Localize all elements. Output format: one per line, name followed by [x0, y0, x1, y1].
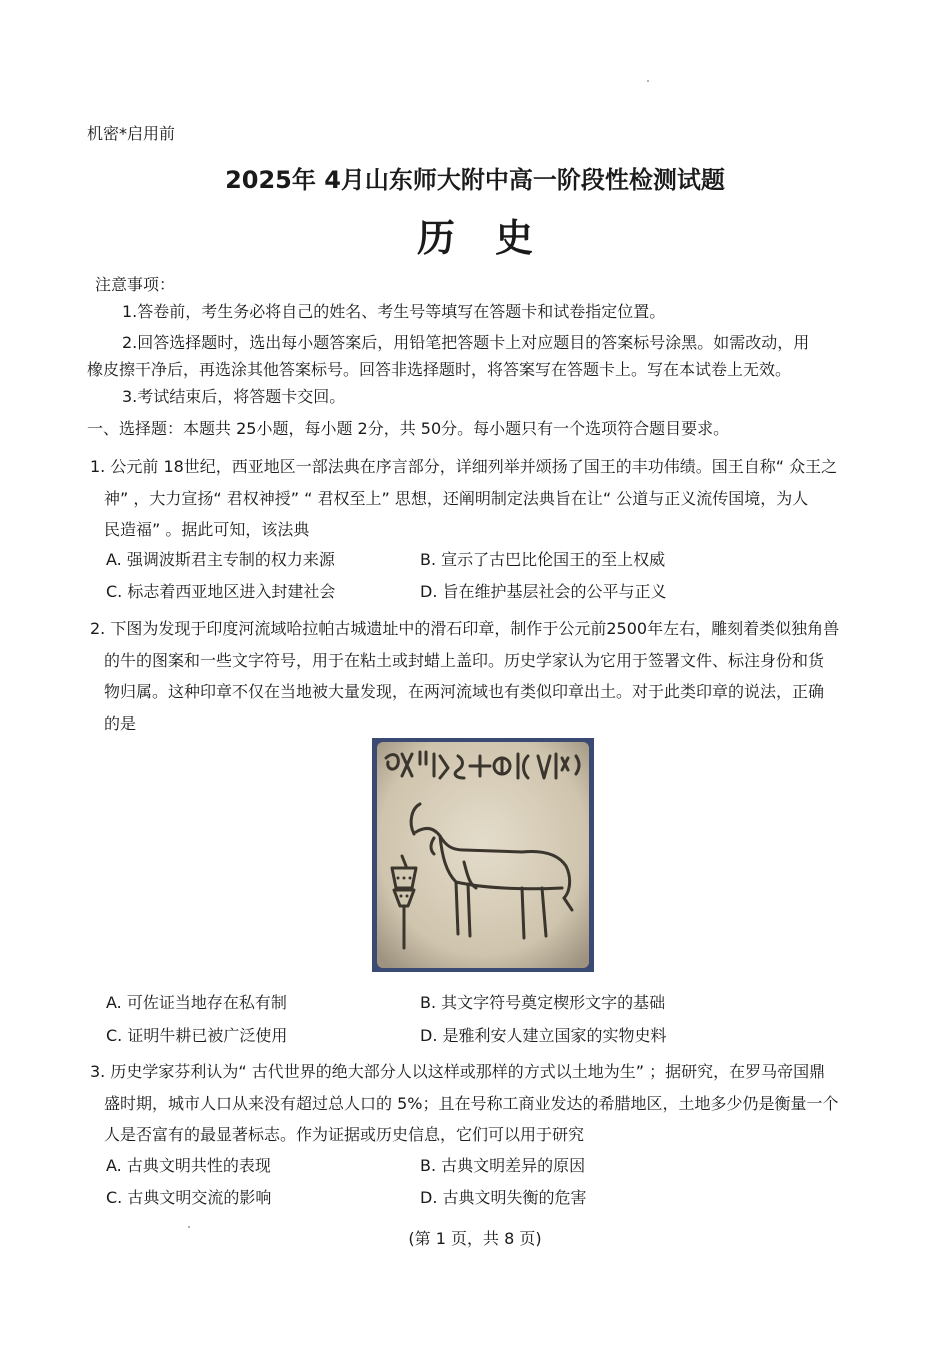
question-2-option-b: B. 其文字符号奠定楔形文字的基础	[420, 993, 666, 1012]
note-item-3: 3.考试结束后，将答题卡交回。	[122, 387, 346, 406]
question-2-line-4: 的是	[104, 714, 137, 733]
question-2-option-c: C. 证明牛耕已被广泛使用	[106, 1026, 288, 1045]
question-2-option-a: A. 可佐证当地存在私有制	[106, 993, 287, 1012]
note-item-2-line-1: 2.回答选择题时，选出每小题答案后，用铅笔把答题卡上对应题目的答案标号涂黑。如需改动，用	[122, 333, 810, 352]
question-3-line-3: 人是否富有的最显著标志。作为证据或历史信息，它们可以用于研究	[104, 1125, 585, 1144]
question-3-line-1: 3. 历史学家芬利认为“ 古代世界的绝大部分人以这样或那样的方式以土地为生” ；据研究，在罗马帝国鼎	[90, 1062, 826, 1081]
question-3-option-d: D. 古典文明失衡的危害	[420, 1188, 587, 1207]
question-2-line-3: 物归属。这种印章不仅在当地被大量发现，在两河流域也有类似印章出土。对于此类印章的说法，正确	[104, 682, 825, 701]
question-3-option-c: C. 古典文明交流的影响	[106, 1188, 272, 1207]
notes-heading: 注意事项：	[95, 275, 176, 294]
exam-title: 2025年 4月山东师大附中高一阶段性检测试题	[225, 166, 725, 194]
harappan-seal-image	[372, 738, 594, 972]
question-1-option-a: A. 强调波斯君主专制的权力来源	[106, 550, 335, 569]
confidential-label: 机密*启用前	[87, 124, 176, 143]
question-3-option-b: B. 古典文明差异的原因	[420, 1156, 586, 1175]
question-2-option-d: D. 是雅利安人建立国家的实物史料	[420, 1026, 667, 1045]
section-heading: 一、选择题：本题共 25小题，每小题 2分，共 50分。每小题只有一个选项符合题目要求。	[87, 419, 730, 438]
scan-speck	[647, 80, 649, 82]
question-1-line-2: 神” ，大力宣扬“ 君权神授” “ 君权至上” 思想，还阐明制定法典旨在让“ 公道与正义流传国境，为人	[104, 489, 809, 508]
question-2-line-2: 的牛的图案和一些文字符号，用于在粘土或封蜡上盖印。历史学家认为它用于签署文件、标注身份和货	[104, 651, 825, 670]
subject-title: 历史	[416, 216, 573, 260]
note-item-2-line-2: 橡皮擦干净后，再选涂其他答案标号。回答非选择题时，将答案写在答题卡上。写在本试卷上无效。	[87, 360, 792, 379]
question-3-option-a: A. 古典文明共性的表现	[106, 1156, 271, 1175]
question-1-line-1: 1. 公元前 18世纪，西亚地区一部法典在序言部分，详细列举并颂扬了国王的丰功伟绩。国王自称“ 众王之	[90, 457, 838, 476]
question-2-line-1: 2. 下图为发现于印度河流域哈拉帕古城遗址中的滑石印章，制作于公元前2500年左右，雕刻着类似独角兽	[90, 619, 840, 638]
question-1-option-d: D. 旨在维护基层社会的公平与正义	[420, 582, 667, 601]
question-3-line-2: 盛时期，城市人口从来没有超过总人口的 5%；且在号称工商业发达的希腊地区，土地多少仍是衡量一个	[104, 1094, 839, 1113]
question-1-line-3: 民造福” 。据此可知，该法典	[104, 520, 310, 539]
question-1-option-b: B. 宣示了古巴比伦国王的至上权威	[420, 550, 666, 569]
page-number: (第 1 页，共 8 页)	[408, 1229, 542, 1248]
question-1-option-c: C. 标志着西亚地区进入封建社会	[106, 582, 336, 601]
note-item-1: 1.答卷前，考生务必将自己的姓名、考生号等填写在答题卡和试卷指定位置。	[122, 302, 666, 321]
